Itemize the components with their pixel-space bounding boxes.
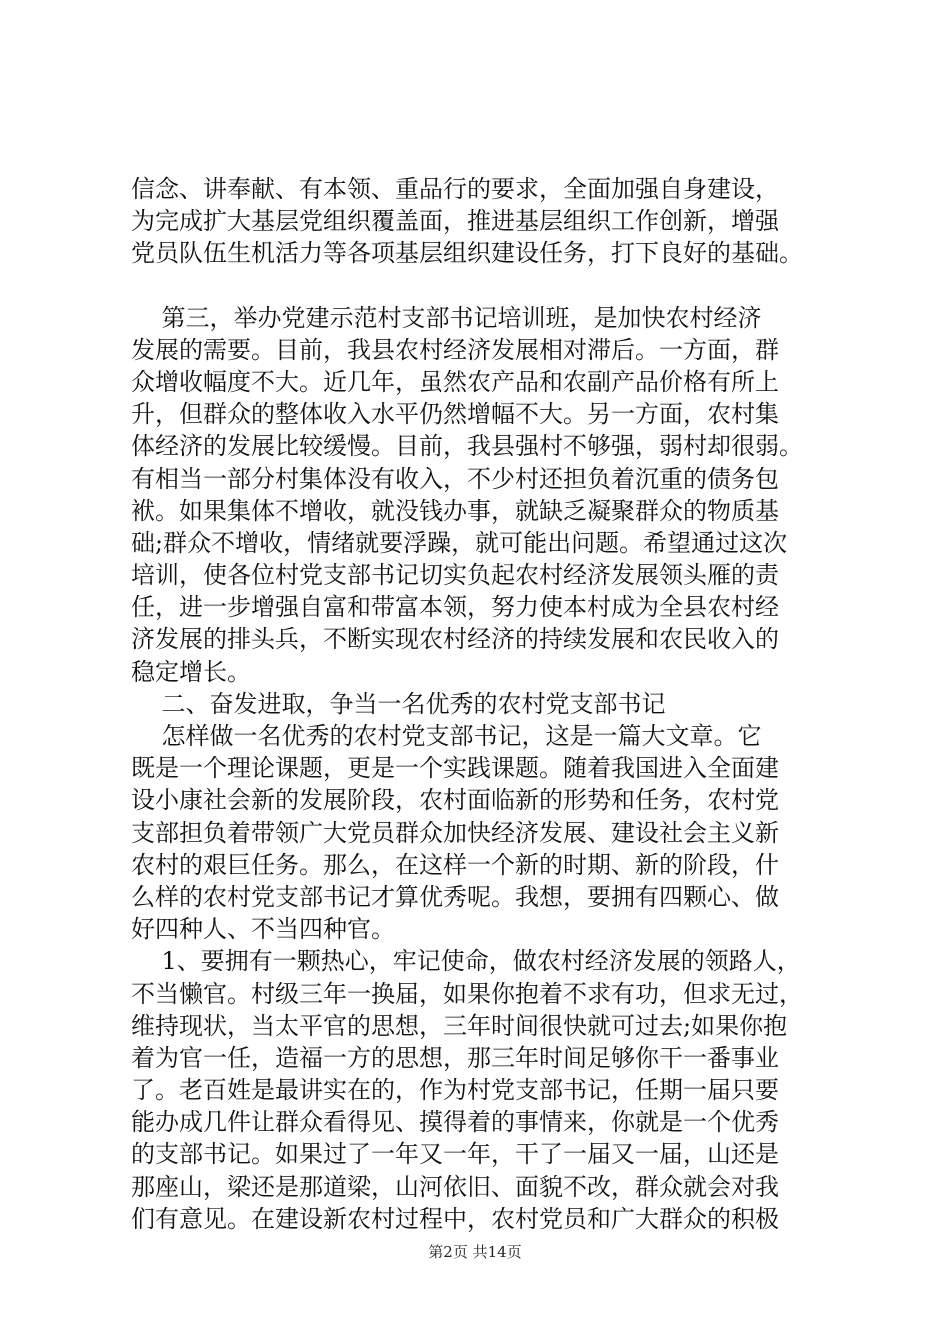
- text-line: 党员队伍生机活力等各项基层组织建设任务，打下良好的基础。: [131, 239, 803, 268]
- text-line: 既是一个理论课题，更是一个实践课题。随着我国进入全面建: [131, 754, 779, 783]
- text-line: 众增收幅度不大。近几年，虽然农产品和农副产品价格有所上: [131, 367, 779, 396]
- text-line: 任，进一步增强自富和带富本领，努力使本村成为全县农村经: [131, 593, 779, 622]
- text-line: 的支部书记。如果过了一年又一年，干了一届又一届，山还是: [131, 1140, 779, 1169]
- text-line: 支部担负着带领广大党员群众加快经济发展、建设社会主义新: [131, 818, 779, 847]
- text-line: 怎样做一名优秀的农村党支部书记，这是一篇大文章。它: [131, 722, 762, 750]
- text-line: 了。老百姓是最讲实在的，作为村党支部书记，任期一届只要: [131, 1076, 779, 1105]
- text-line: 设小康社会新的发展阶段，农村面临新的形势和任务，农村党: [131, 786, 779, 815]
- text-line: 济发展的排头兵，不断实现农村经济的持续发展和农民收入的: [131, 625, 779, 654]
- text-line: 么样的农村党支部书记才算优秀呢。我想，要拥有四颗心、做: [131, 882, 779, 911]
- text-line: 着为官一任，造福一方的思想，那三年时间足够你干一番事业: [131, 1043, 779, 1072]
- text-line: 有相当一部分村集体没有收入，不少村还担负着沉重的债务包: [131, 464, 779, 493]
- document-body: [131, 173, 841, 1235]
- text-line: 不当懒官。村级三年一换届，如果你抱着不求有功，但求无过，: [131, 979, 803, 1008]
- text-line: 能办成几件让群众看得见、摸得着的事情来，你就是一个优秀: [131, 1108, 779, 1137]
- paragraph: [131, 720, 841, 945]
- text-line: 二、奋发进取，争当一名优秀的农村党支部书记: [131, 689, 666, 718]
- text-line: 为完成扩大基层党组织覆盖面，推进基层组织工作创新，增强: [131, 207, 779, 236]
- paragraph-gap: [131, 270, 841, 302]
- text-line: 1、要拥有一颗热心，牢记使命，做农村经济发展的领路人，: [131, 947, 801, 976]
- text-line: 农村的艰巨任务。那么，在这样一个新的时期、新的阶段，什: [131, 850, 779, 879]
- text-line: 维持现状，当太平官的思想，三年时间很快就可过去;如果你抱: [131, 1011, 788, 1040]
- text-line: 体经济的发展比较缓慢。目前，我县强村不够强，弱村却很弱。: [131, 432, 803, 461]
- paragraph: [131, 302, 841, 688]
- text-line: 培训，使各位村党支部书记切实负起农村经济发展领头雁的责: [131, 561, 779, 590]
- page-footer: 第2页 共14页: [428, 1243, 522, 1261]
- text-line: 好四种人、不当四种官。: [131, 915, 395, 944]
- text-line: 稳定增长。: [131, 657, 251, 686]
- text-line: 们有意见。在建设新农村过程中，农村党员和广大群众的积极: [131, 1204, 779, 1233]
- text-line: 发展的需要。目前，我县农村经济发展相对滞后。一方面，群: [131, 335, 779, 364]
- paragraph: [131, 688, 841, 720]
- text-line: 升，但群众的整体收入水平仍然增幅不大。另一方面，农村集: [131, 400, 779, 429]
- text-line: 袱。如果集体不增收，就没钱办事，就缺乏凝聚群众的物质基: [131, 496, 779, 525]
- paragraph: [131, 945, 841, 1235]
- text-line: 那座山，梁还是那道梁，山河依旧、面貌不改，群众就会对我: [131, 1172, 779, 1201]
- text-line: 础;群众不增收，情绪就要浮躁，就可能出问题。希望通过这次: [131, 528, 788, 557]
- text-line: 信念、讲奉献、有本领、重品行的要求，全面加强自身建设，: [131, 175, 779, 203]
- text-line: 第三，举办党建示范村支部书记培训班，是加快农村经济: [131, 303, 762, 332]
- paragraph: [131, 173, 841, 270]
